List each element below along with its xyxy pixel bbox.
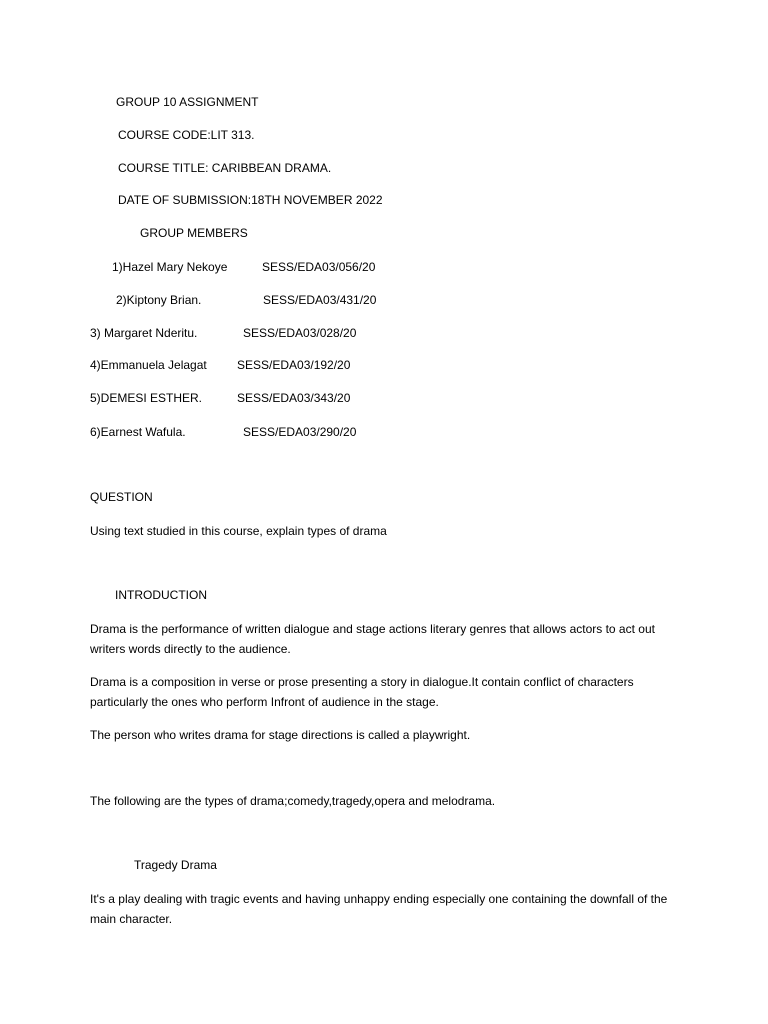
- tragedy-paragraph: It's a play dealing with tragic events and having unhappy ending especially one containing the downfall of the main character.: [90, 892, 668, 926]
- member-reg: SESS/EDA03/290/20: [243, 425, 357, 439]
- member-reg: SESS/EDA03/028/20: [243, 326, 357, 340]
- submission-date: DATE OF SUBMISSION:18TH NOVEMBER 2022: [118, 193, 383, 207]
- introduction-paragraph: The following are the types of drama;comedy,tragedy,opera and melodrama.: [90, 794, 496, 808]
- member-name: 2)Kiptony Brian.: [116, 293, 202, 307]
- member-reg: SESS/EDA03/056/20: [262, 260, 376, 274]
- member-name: 5)DEMESI ESTHER.: [90, 391, 203, 405]
- course-title: COURSE TITLE: CARIBBEAN DRAMA.: [118, 161, 332, 175]
- introduction-paragraph: The person who writes drama for stage directions is called a playwright.: [90, 728, 471, 742]
- introduction-paragraph: Drama is the performance of written dialogue and stage actions literary genres that allows actors to act out writers words directly to the audience.: [90, 622, 655, 656]
- member-name: 3) Margaret Nderitu.: [90, 326, 198, 340]
- member-reg: SESS/EDA03/343/20: [237, 391, 351, 405]
- member-name: 1)Hazel Mary Nekoye: [112, 260, 228, 274]
- question-text: Using text studied in this course, explain types of drama: [90, 524, 387, 538]
- assignment-title: GROUP 10 ASSIGNMENT: [116, 95, 259, 109]
- group-members-heading: GROUP MEMBERS: [140, 226, 248, 240]
- introduction-paragraph: Drama is a composition in verse or prose presenting a story in dialogue.It contain conflict of characters particularly the ones who perform Infront of audience in the stage.: [90, 675, 634, 709]
- member-name: 6)Earnest Wafula.: [90, 425, 186, 439]
- tragedy-heading: Tragedy Drama: [134, 858, 217, 872]
- member-reg: SESS/EDA03/431/20: [263, 293, 377, 307]
- course-code: COURSE CODE:LIT 313.: [118, 128, 255, 142]
- question-heading: QUESTION: [90, 490, 153, 504]
- member-name: 4)Emmanuela Jelagat: [90, 358, 207, 372]
- member-reg: SESS/EDA03/192/20: [237, 358, 351, 372]
- introduction-heading: INTRODUCTION: [115, 588, 207, 602]
